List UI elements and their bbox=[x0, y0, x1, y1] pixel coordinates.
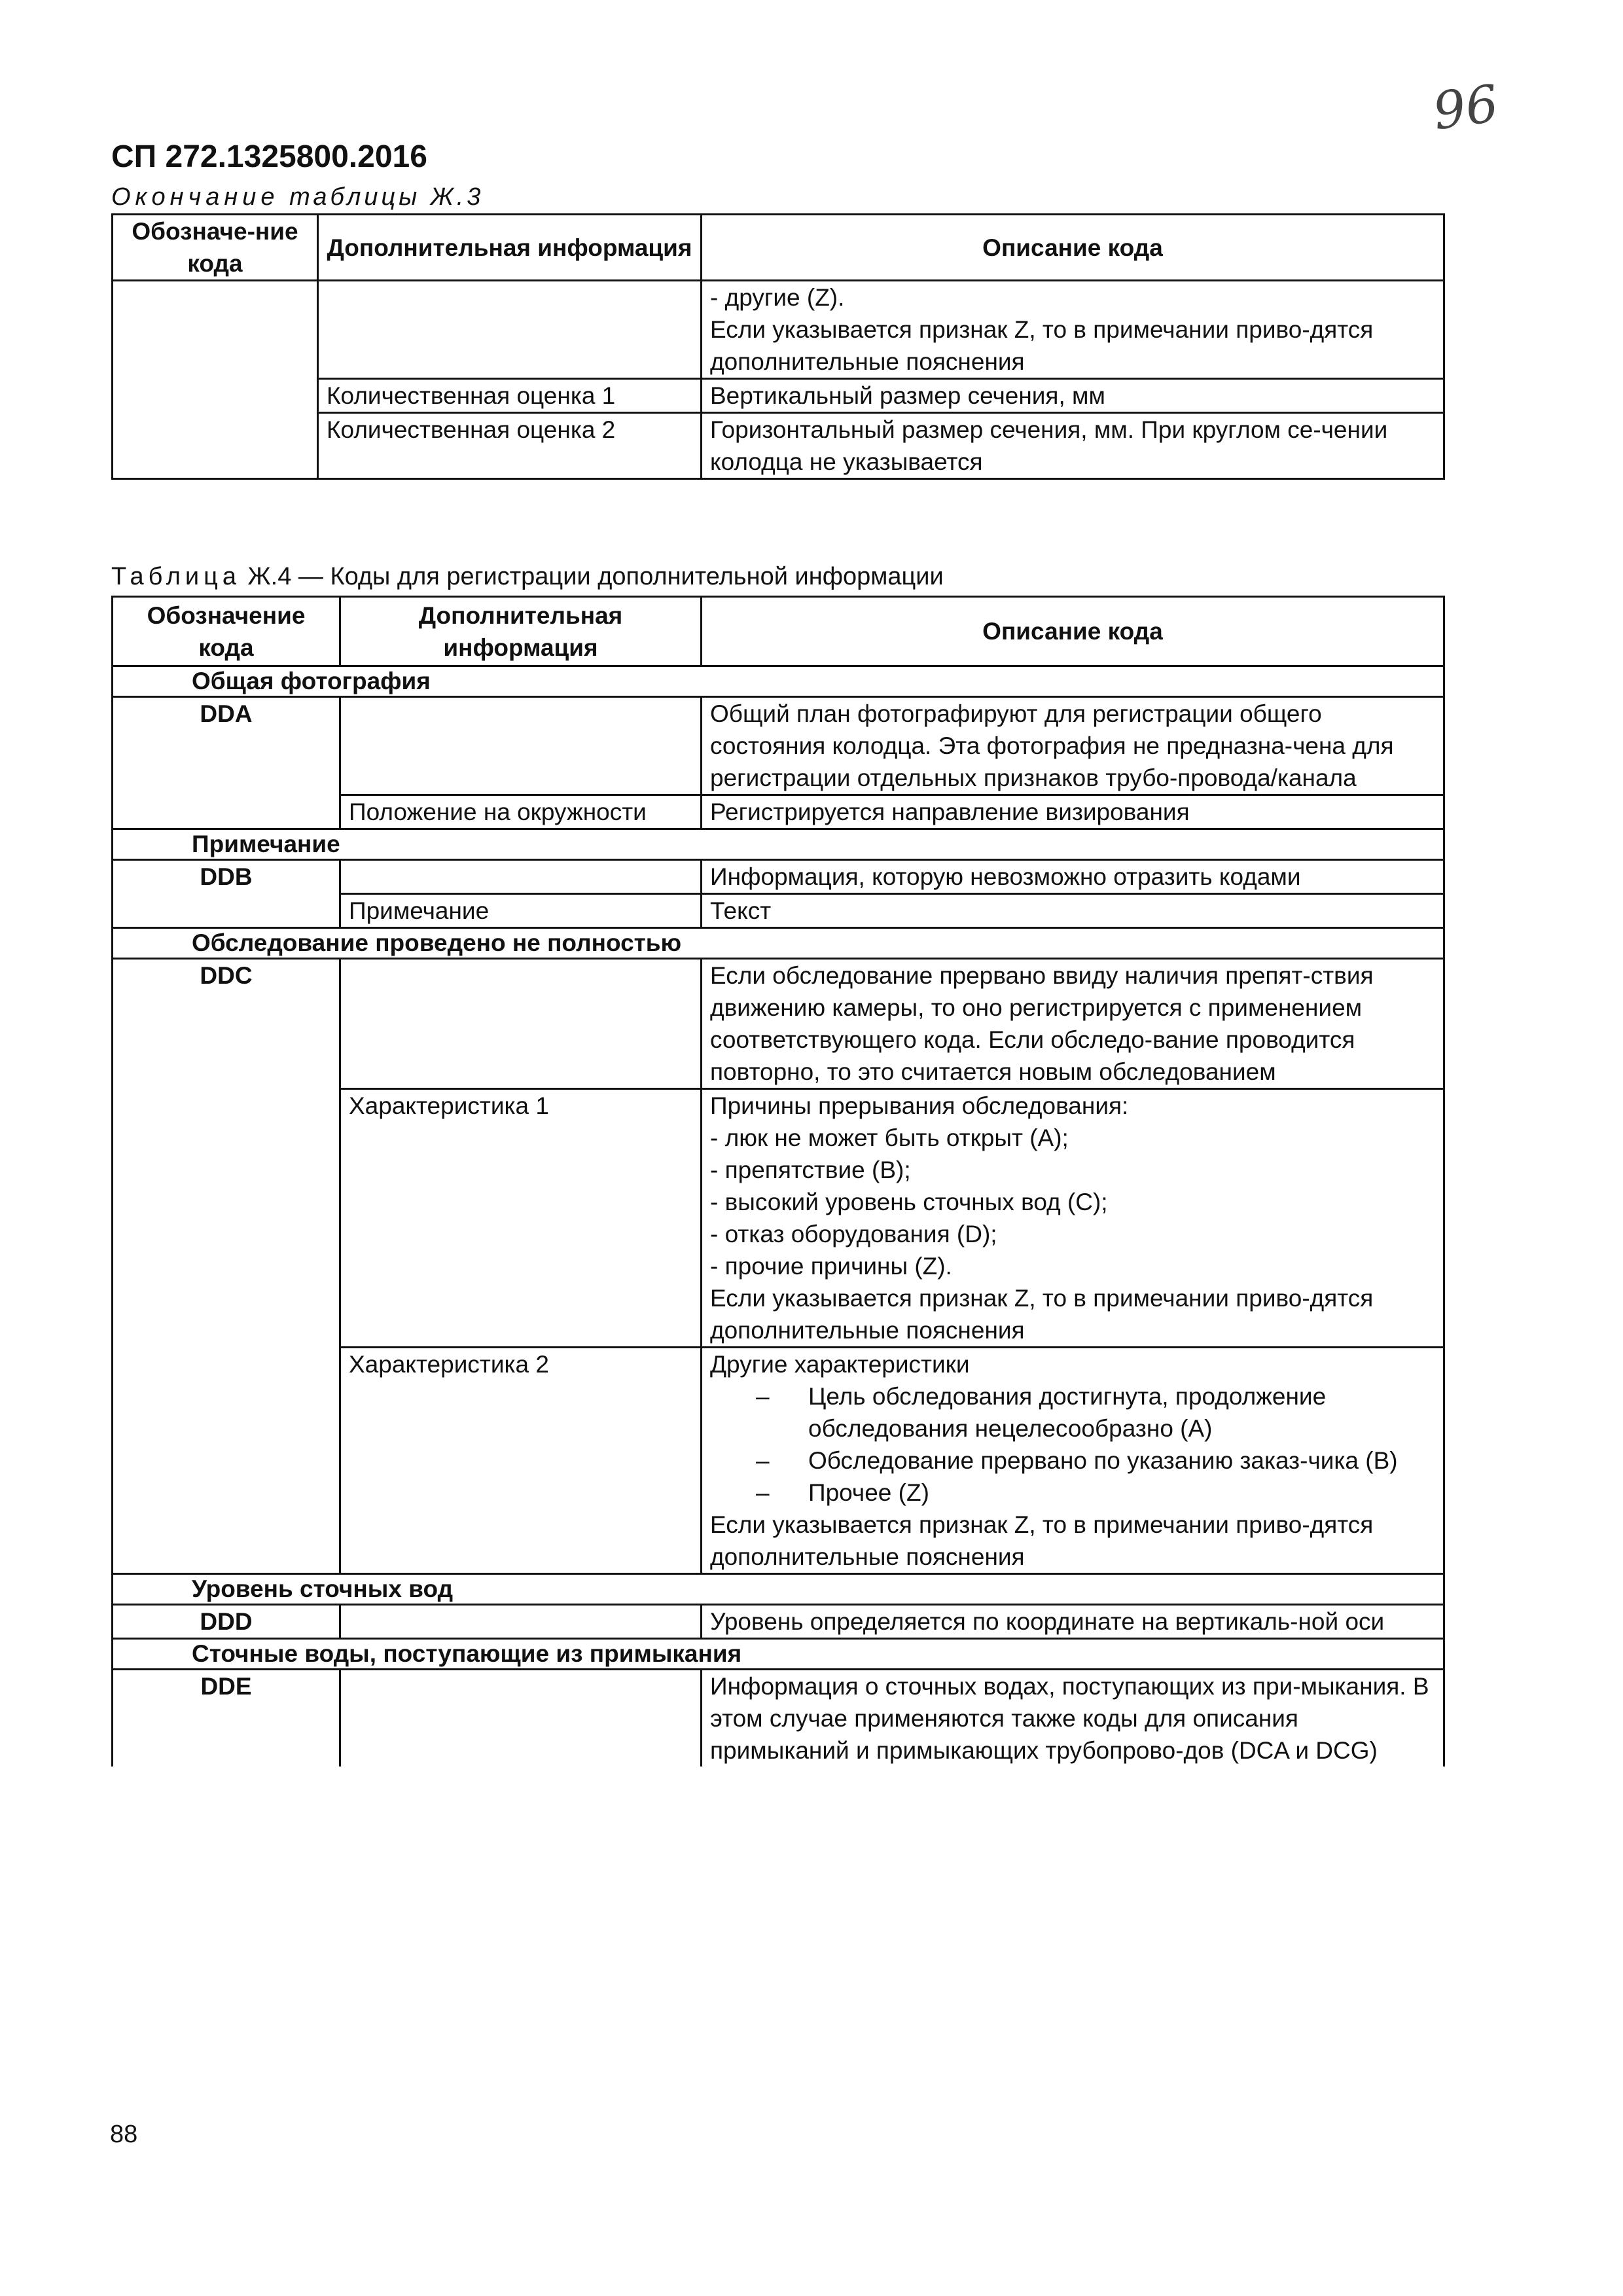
desc-cell: Горизонтальный размер сечения, мм. При круглом се-чении колодца не указывается bbox=[702, 413, 1444, 479]
info-cell: Количественная оценка 2 bbox=[318, 413, 702, 479]
table-row bbox=[113, 860, 1444, 894]
section-title: Уровень сточных вод bbox=[113, 1574, 1444, 1605]
desc-line: Причины прерывания обследования: bbox=[710, 1092, 1129, 1119]
desc-cell bbox=[702, 1089, 1444, 1348]
section-row bbox=[113, 1639, 1444, 1670]
table-zh3-caption bbox=[111, 183, 484, 211]
info-cell: Примечание bbox=[340, 894, 702, 928]
header-desc: Описание кода bbox=[702, 215, 1444, 281]
page-number: 88 bbox=[110, 2121, 138, 2148]
desc-cell bbox=[702, 1348, 1444, 1574]
info-cell bbox=[340, 1605, 702, 1639]
desc-line: - люк не может быть открыт (A); bbox=[710, 1124, 1069, 1151]
desc-cell: Если обследование прервано ввиду наличия препят-ствия движению камеры, то оно регистрируется с применением соответствующего кода. Если обследо-вание проводится повторно, то это считается новым обследованием bbox=[702, 959, 1444, 1089]
dash-mark: – bbox=[756, 1383, 770, 1410]
code-cell bbox=[113, 281, 318, 479]
section-title: Общая фотография bbox=[113, 666, 1444, 697]
list-item-text: Прочее (Z) bbox=[808, 1479, 929, 1506]
table-zh4 bbox=[111, 596, 1445, 1767]
table-header-row bbox=[113, 215, 1444, 281]
dash-mark: – bbox=[756, 1447, 770, 1474]
table-row bbox=[113, 1605, 1444, 1639]
desc-line: - препятствие (B); bbox=[710, 1157, 911, 1183]
desc-cell: Уровень определяется по координате на вертикаль-ной оси bbox=[702, 1605, 1444, 1639]
header-code: Обозначе-ние кода bbox=[113, 215, 318, 281]
section-row bbox=[113, 928, 1444, 959]
code-cell: DDC bbox=[113, 959, 340, 1574]
header-desc: Описание кода bbox=[702, 597, 1444, 666]
table-row bbox=[113, 697, 1444, 795]
section-row bbox=[113, 829, 1444, 860]
table-row bbox=[113, 1670, 1444, 1767]
desc-line: Другие характеристики bbox=[710, 1351, 970, 1378]
header-info: Дополнительная информация bbox=[318, 215, 702, 281]
header-code: Обозначение кода bbox=[113, 597, 340, 666]
caption-rest: Ж.4 — Коды для регистрации дополнительной информации bbox=[241, 563, 944, 590]
section-title: Сточные воды, поступающие из примыкания bbox=[113, 1639, 1444, 1670]
table-header-row bbox=[113, 597, 1444, 666]
section-row bbox=[113, 1574, 1444, 1605]
desc-line: - прочие причины (Z). bbox=[710, 1253, 952, 1280]
info-cell bbox=[340, 1670, 702, 1767]
code-cell: DDA bbox=[113, 697, 340, 829]
dash-list bbox=[710, 1380, 1435, 1509]
document-code: СП 272.1325800.2016 bbox=[111, 139, 427, 174]
caption-rest: таблицы Ж.3 bbox=[279, 183, 484, 211]
desc-cell: Общий план фотографируют для регистрации общего состояния колодца. Эта фотография не предназна-чена для регистрации отдельных признаков трубо-провода/канала bbox=[702, 697, 1444, 795]
desc-line: - высокий уровень сточных вод (C); bbox=[710, 1189, 1108, 1215]
info-cell: Характеристика 1 bbox=[340, 1089, 702, 1348]
handwritten-page-number: 96 bbox=[1429, 74, 1503, 142]
table-zh3 bbox=[111, 213, 1445, 480]
list-item bbox=[736, 1380, 1435, 1444]
list-item bbox=[736, 1444, 1435, 1477]
desc-cell: Регистрируется направление визирования bbox=[702, 795, 1444, 829]
code-cell: DDE bbox=[113, 1670, 340, 1767]
info-cell: Количественная оценка 1 bbox=[318, 379, 702, 413]
desc-cell: Информация, которую невозможно отразить кодами bbox=[702, 860, 1444, 894]
section-title: Обследование проведено не полностью bbox=[113, 928, 1444, 959]
info-cell bbox=[318, 281, 702, 379]
code-cell: DDB bbox=[113, 860, 340, 928]
list-item bbox=[736, 1477, 1435, 1509]
desc-cell bbox=[702, 281, 1444, 379]
desc-cell: Текст bbox=[702, 894, 1444, 928]
desc-cell: Вертикальный размер сечения, мм bbox=[702, 379, 1444, 413]
info-cell bbox=[340, 697, 702, 795]
table-row bbox=[113, 959, 1444, 1089]
desc-line: Если указывается признак Z, то в примечании приво-дятся дополнительные пояснения bbox=[710, 1285, 1374, 1344]
info-cell bbox=[340, 959, 702, 1089]
header-info: Дополнительная информация bbox=[340, 597, 702, 666]
desc-line: Если указывается признак Z, то в примечании приво-дятся дополнительные пояснения bbox=[710, 316, 1374, 375]
info-cell: Характеристика 2 bbox=[340, 1348, 702, 1574]
section-row bbox=[113, 666, 1444, 697]
desc-line: - отказ оборудования (D); bbox=[710, 1221, 997, 1247]
dash-mark: – bbox=[756, 1479, 770, 1506]
table-row bbox=[113, 281, 1444, 379]
list-item-text: Обследование прервано по указанию заказ-чика (B) bbox=[808, 1447, 1398, 1474]
info-cell bbox=[340, 860, 702, 894]
section-title: Примечание bbox=[113, 829, 1444, 860]
caption-lead: Таблица bbox=[111, 563, 241, 590]
desc-cell: Информация о сточных водах, поступающих из при-мыкания. В этом случае применяются также коды для описания примыканий и примыкающих трубопрово-дов (DCA и DCG) bbox=[702, 1670, 1444, 1767]
code-cell: DDD bbox=[113, 1605, 340, 1639]
desc-line: - другие (Z). bbox=[710, 284, 845, 311]
info-cell: Положение на окружности bbox=[340, 795, 702, 829]
caption-lead: Окончание bbox=[111, 183, 279, 211]
table-zh4-caption bbox=[111, 563, 944, 591]
desc-line: Если указывается признак Z, то в примечании приво-дятся дополнительные пояснения bbox=[710, 1511, 1374, 1570]
list-item-text: Цель обследования достигнута, продолжение обследования нецелесообразно (A) bbox=[808, 1383, 1327, 1442]
